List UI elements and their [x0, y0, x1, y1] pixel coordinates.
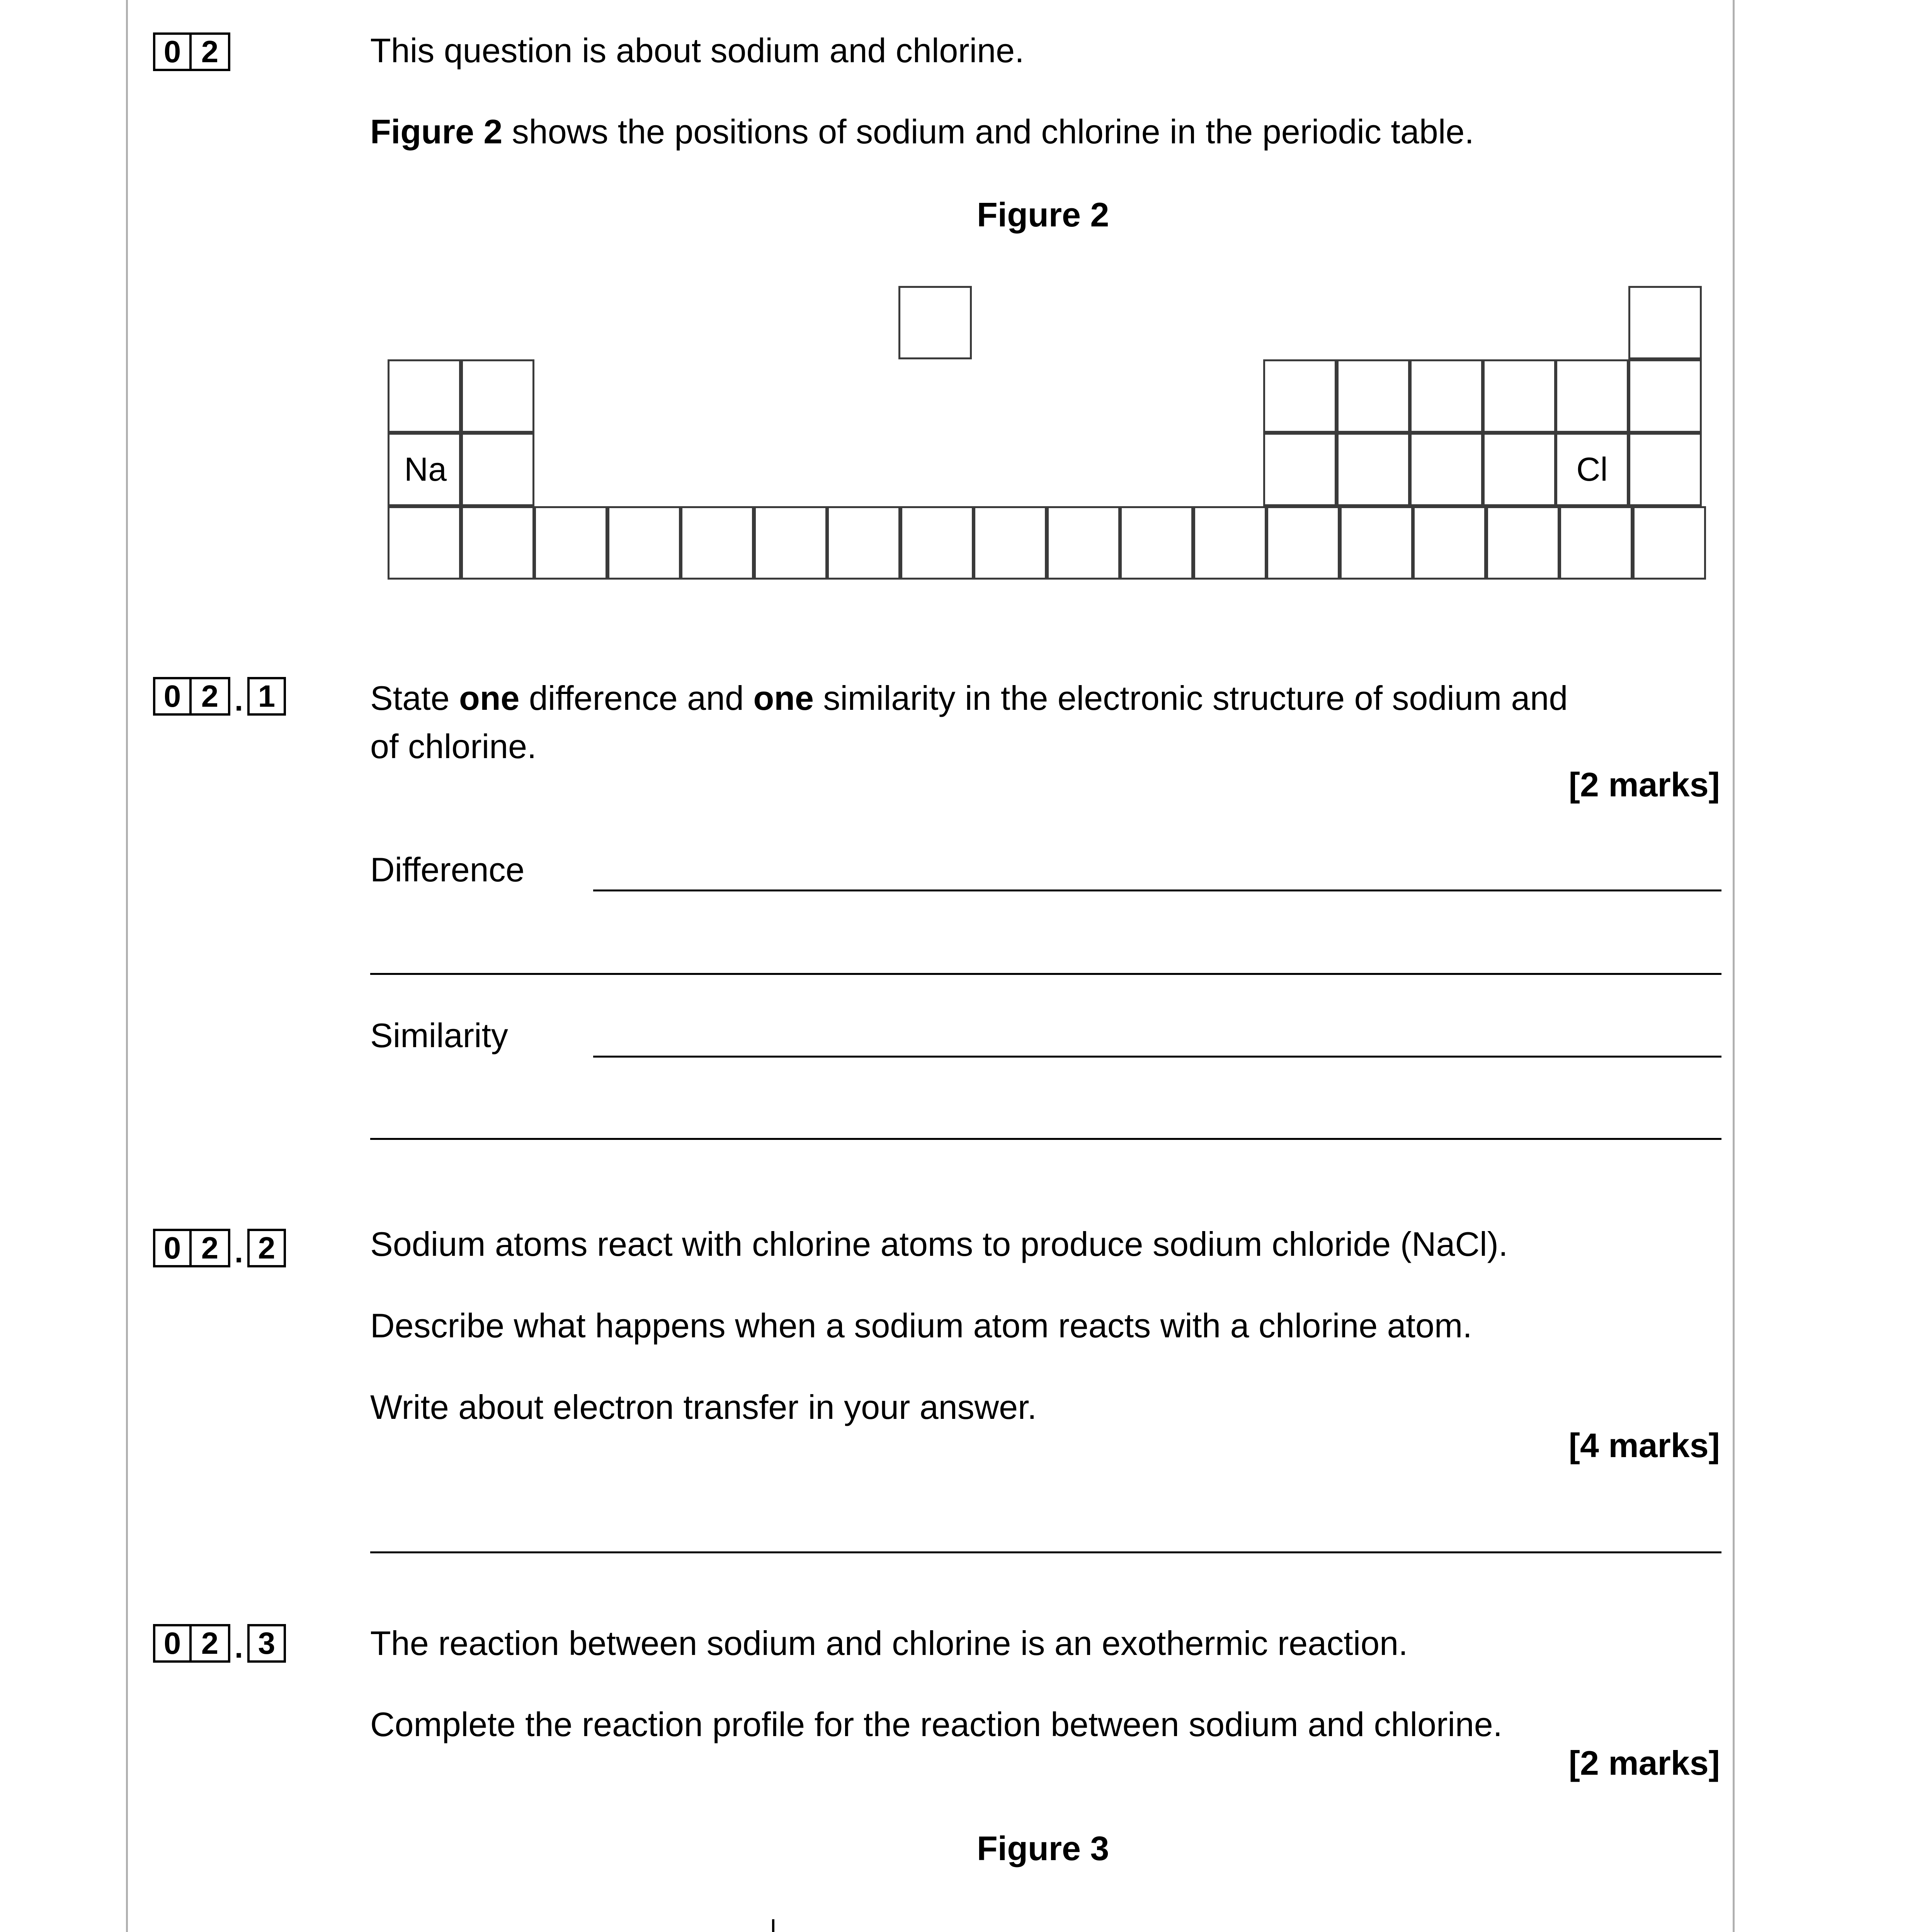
periodic-table-cell: [388, 359, 461, 433]
periodic-table-cell: [680, 506, 754, 580]
question-digit: 0: [153, 1229, 192, 1267]
periodic-table-cell: [388, 506, 461, 580]
periodic-table-cell: [1483, 359, 1556, 433]
question-number-02: [153, 32, 230, 71]
difference-answer-line-2[interactable]: [370, 973, 1721, 975]
text-span-bold: one: [459, 679, 520, 717]
periodic-table-cell: [1633, 506, 1706, 580]
periodic-table-cell: [1483, 433, 1556, 506]
periodic-table-cell: [461, 433, 534, 506]
question-dot: .: [234, 683, 243, 717]
periodic-table-cell: [754, 506, 827, 580]
text-span: similarity in the electronic structure of sodium and: [813, 679, 1568, 717]
question-digit: 2: [192, 32, 230, 71]
left-margin-line: [126, 0, 128, 1932]
question-digit: 1: [247, 677, 286, 716]
question-digit: 0: [153, 32, 192, 71]
y-axis: [772, 1919, 774, 1932]
periodic-table-cell: [1120, 506, 1193, 580]
question-digit: 0: [153, 677, 192, 716]
periodic-table-cell: [1410, 359, 1483, 433]
text-span: State: [370, 679, 459, 717]
periodic-table-cell: [461, 506, 534, 580]
question-02-3-line-1: The reaction between sodium and chlorine is an exothermic reaction.: [370, 1624, 1408, 1662]
periodic-table-cell: [607, 506, 681, 580]
question-number-02-2: [153, 1229, 286, 1267]
periodic-table-cell: [1628, 286, 1702, 359]
periodic-table-cell: [534, 506, 607, 580]
periodic-table-cell-sodium: Na: [388, 433, 461, 506]
similarity-label: Similarity: [370, 1016, 508, 1054]
periodic-table-cell: [1263, 359, 1337, 433]
periodic-table-cell: [1340, 506, 1413, 580]
difference-answer-line[interactable]: [593, 889, 1721, 891]
periodic-table-cell: [1628, 359, 1702, 433]
question-02-2-answer-line[interactable]: [370, 1551, 1721, 1553]
figure-2-reference-bold: Figure 2: [370, 112, 503, 151]
periodic-table-cell: [1047, 506, 1120, 580]
text-span: difference and: [519, 679, 754, 717]
periodic-table-cell: [1410, 433, 1483, 506]
periodic-table-cell: [827, 506, 900, 580]
marks-allocation: [2 marks]: [1568, 765, 1720, 804]
right-margin-line: [1733, 0, 1735, 1932]
periodic-table-cell: [1193, 506, 1267, 580]
question-dot: .: [234, 1235, 243, 1269]
figure-2-reference: [370, 111, 1474, 153]
periodic-table-cell: [973, 506, 1047, 580]
figure-3-title: Figure 3: [977, 1829, 1109, 1867]
question-digit: 0: [153, 1624, 192, 1663]
periodic-table-cell: [1337, 433, 1410, 506]
question-02-2-line-2: Describe what happens when a sodium atom reacts with a chlorine atom.: [370, 1306, 1472, 1345]
question-digit: 2: [247, 1229, 286, 1267]
figure-2-reference-rest: shows the positions of sodium and chlorine in the periodic table.: [502, 112, 1474, 151]
periodic-table-cell: [1628, 433, 1702, 506]
periodic-table-cell: [1413, 506, 1486, 580]
question-02-2-line-3: Write about electron transfer in your answer.: [370, 1388, 1037, 1426]
question-digit: 2: [192, 677, 230, 716]
question-dot: .: [234, 1630, 243, 1664]
difference-label: Difference: [370, 850, 525, 889]
question-02-intro: This question is about sodium and chlorine.: [370, 31, 1024, 70]
question-02-2-line-1: Sodium atoms react with chlorine atoms to produce sodium chloride (NaCl).: [370, 1225, 1508, 1263]
periodic-table-cell: [1486, 506, 1560, 580]
periodic-table-cell: [1266, 506, 1340, 580]
periodic-table-cell: [1559, 506, 1633, 580]
periodic-table-cell: [1555, 359, 1629, 433]
marks-allocation: [2 marks]: [1568, 1744, 1720, 1782]
periodic-table-cell: [1337, 359, 1410, 433]
similarity-answer-line[interactable]: [593, 1056, 1721, 1058]
marks-allocation: [4 marks]: [1568, 1426, 1720, 1464]
periodic-table-cell: [900, 506, 974, 580]
text-span-bold: one: [753, 679, 814, 717]
question-digit: 3: [247, 1624, 286, 1663]
question-number-02-3: [153, 1624, 286, 1663]
question-02-3-line-2: Complete the reaction profile for the reaction between sodium and chlorine.: [370, 1705, 1503, 1743]
question-02-1-line-2: of chlorine.: [370, 727, 537, 765]
periodic-table-cell: [461, 359, 534, 433]
question-02-1-line-1: [370, 677, 1568, 719]
periodic-table-cell: [1263, 433, 1337, 506]
figure-2-title: Figure 2: [977, 196, 1109, 234]
question-number-02-1: [153, 677, 286, 716]
question-digit: 2: [192, 1229, 230, 1267]
question-digit: 2: [192, 1624, 230, 1663]
similarity-answer-line-2[interactable]: [370, 1138, 1721, 1140]
periodic-table-cell-chlorine: Cl: [1555, 433, 1629, 506]
periodic-table-cell: [898, 286, 972, 359]
